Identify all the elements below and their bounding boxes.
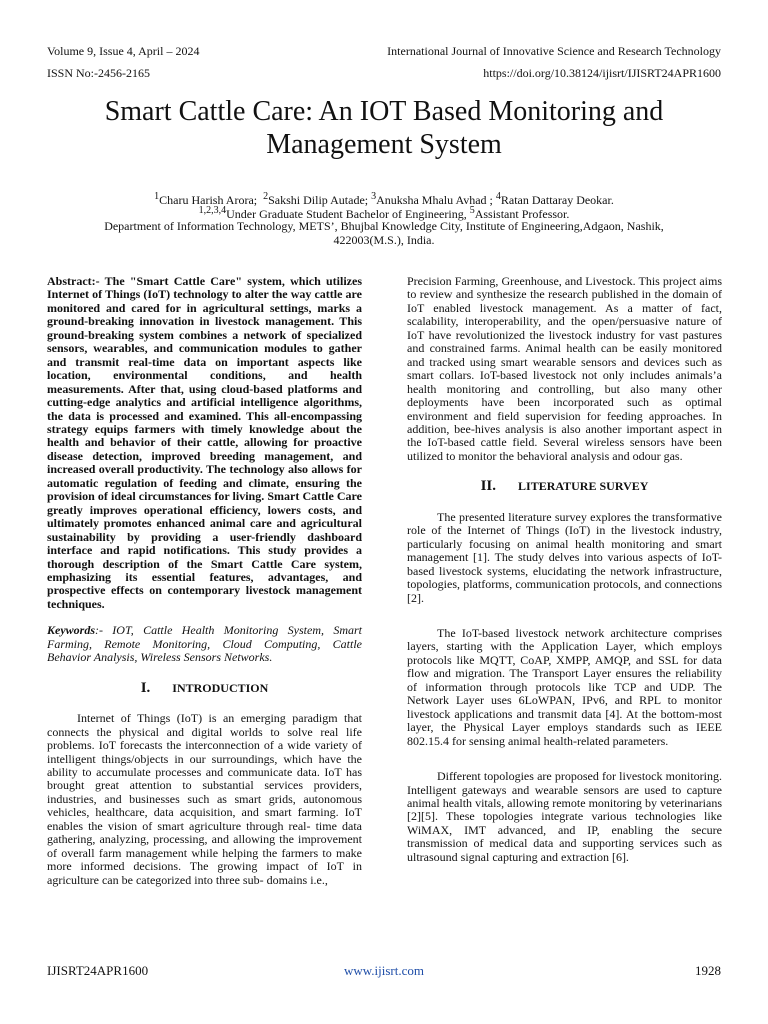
literature-paragraph-2: The IoT-based livestock network architecture comprises layers, starting with the Application Layer, which employs protocols like MQTT, CoAP, XMPP, AMQP, and SSL for data flow and migration. The Transport Layer ensures the reliability of information through protocols like TCP and UDP. The Network Layer uses 6LoWPAN, IPv6, and RPL to monitor livestock applications and transmit data [4]. At the bottom-most layer, the Physical Layer employs standards such as IEEE 802.15.4 for sensing animal health-related parameters.	[407, 625, 722, 748]
title-line-2: Management System	[266, 129, 502, 160]
author-2-sup: 2	[263, 191, 269, 202]
footer-page-number: 1928	[695, 963, 721, 978]
introduction-paragraph-continued: Precision Farming, Greenhouse, and Livestock. This project aims to review and synthesize the research published in the domain of IoT enabled livestock management. As a matter of fact, scalability, interoperability, and the open/persuasive nature of IoT have revolutionized the livestock industry for vast pastures and constrained farms. Animal health can be easily monitored and tracked using smart wearable sensors and devices such as smart collars. IoT-based livestock not only includes animals’a health monitoring and controlling, but also many other deployments have been incorporated such as optimal environment and field supervision for feeding approaches. In addition, bee-hives analysis is also another important aspect in the IoT-based cattle field. Several wireless sensors have been utilized to monitor the behavioral analysis and odour gas.	[407, 274, 722, 463]
keywords-label: Keywords	[47, 623, 95, 638]
literature-paragraph-3: Different topologies are proposed for livestock monitoring. Intelligent gateways and wearable sensors are used to capture animal health vitals, allowing remote monitoring by veterinarians [2][5]. These topologies integrate various technologies like WiMAX, IMT advanced, and IP, enabling the secure transmission of medical data and supporting services such as ultrasound signal capturing and extraction [6].	[407, 769, 722, 864]
right-column	[407, 275, 722, 864]
abstract: Abstract:- The "Smart Cattle Care" system, which utilizes Internet of Things (IoT) technology to alter the way cattle are monitored and cared for in agricultural settings, marks a ground-breaking innovation in livestock management. This ground-breaking system combines a network of specialized sensors, wearables, and communication modules to gather and transmit real-time data on important aspects like location, environmental conditions, and health measurements. After that, using cloud-based platforms and cutting-edge analytics and artificial intelligence algorithms, the data is processed and examined. This all-encompassing strategy equips farmers with timely knowledge about the health and behavior of their cattle, allowing for proactive disease detection, improved breeding management, and increased overall productivity. The technology also allows for automatic regulation of feeding and climate, ensuring the provision of ideal circumstances for living. Smart Cattle Care greatly improves operational efficiency, lowers costs, and ultimately promotes enhanced animal care and agricultural sustainability by providing a user-friendly dashboard interface and rapid notifications. This study provides a thorough description of the Smart Cattle Care system, emphasizing its essential features, advantages, and prospective effects on contemporary livestock management techniques.	[47, 274, 362, 611]
section-title: INTRODUCTION	[172, 680, 269, 695]
author-4: Ratan Dattaray Deokar.	[500, 193, 614, 207]
title-line-1: Smart Cattle Care: An IOT Based Monitoring and	[104, 96, 664, 127]
affiliation-text-2: Assistant Professor.	[474, 207, 570, 221]
keywords-text: :- IOT, Cattle Health Monitoring System, Smart Farming, Remote Monitoring, Cloud Computing, Cattle Behavior Analysis, Wireless Sensors Networks.	[47, 623, 362, 665]
author-1-sup: 1	[154, 191, 160, 202]
section-number: I.	[140, 679, 151, 696]
introduction-paragraph: Internet of Things (IoT) is an emerging paradigm that connects the physical and digital worlds to solve real life problems. IoT forecasts the interconnection of a wide variety of intelligent things/objects in our surroundings, which have the ability to accumulate processes and communicate data. IoT has brought great attention to substantial services providers, industries, and businesses such as smart grids, autonomous vehicles, healthcare, data acquisition, and smart farming. IoT enables the vision of smart agriculture through real- time data gathering, analyzing, processing, and allowing the improvement of overall farm management while helping the farmers to make more informed decisions. The growing impact of IoT in agriculture can be categorized into three sub- domains i.e.,	[47, 711, 362, 887]
literature-paragraph-1: The presented literature survey explores the transformative role of the Internet of Things (IoT) in the livestock industry, particularly focusing on animal health monitoring and smart management [1]. The study delves into various aspects of IoT-based livestock systems, elucidating the network infrastructure, topologies, platforms, communication protocols, and connections [2].	[407, 509, 722, 605]
author-3-sup: 3	[371, 191, 377, 202]
section-heading-literature-survey	[407, 480, 722, 493]
left-column	[47, 275, 362, 887]
author-4-sup: 4	[495, 191, 501, 202]
footer-website-link[interactable]: www.ijisrt.com	[343, 963, 425, 978]
author-3: Anuksha Mhalu Avhad ;	[376, 193, 493, 207]
paper-title	[40, 95, 728, 161]
department-line-1: Department of Information Technology, METS’, Bhujbal Knowledge City, Institute of Engineering,Adgaon, Nashik,	[104, 219, 664, 233]
affiliation-text-1: Under Graduate Student Bachelor of Engineering,	[226, 207, 467, 221]
section-number: II.	[480, 478, 497, 495]
section-title: LITERATURE SURVEY	[518, 479, 649, 494]
keywords	[47, 624, 362, 664]
journal-volume: Volume 9, Issue 4, April – 2024	[47, 44, 200, 58]
affiliation-sup-2: 5	[469, 205, 475, 216]
journal-name: International Journal of Innovative Science and Research Technology	[387, 44, 721, 58]
journal-issn: ISSN No:-2456-2165	[47, 66, 151, 80]
footer-paper-id: IJISRT24APR1600	[47, 963, 149, 978]
affiliation-sup-1: 1,2,3,4	[198, 205, 227, 216]
doi-link[interactable]: https://doi.org/10.38124/ijisrt/IJISRT24APR1600	[483, 66, 721, 80]
author-1: Charu Harish Arora;	[159, 193, 258, 207]
section-heading-introduction	[47, 679, 362, 696]
department-line-2: 422003(M.S.), India.	[333, 233, 435, 247]
author-2: Sakshi Dilip Autade;	[268, 193, 369, 207]
